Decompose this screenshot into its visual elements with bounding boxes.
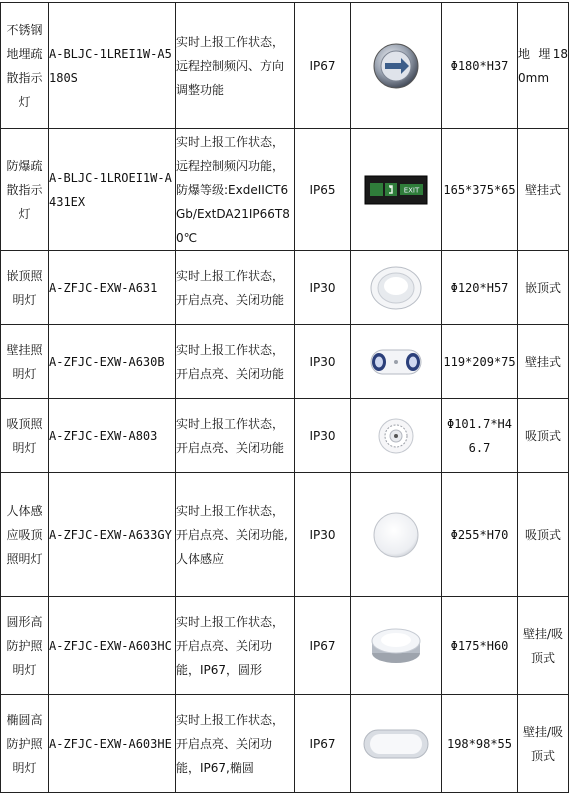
mounting-type: 壁挂式	[518, 129, 569, 251]
fixture-name: 人体感应吸顶照明灯	[1, 473, 49, 597]
svg-text:EXIT: EXIT	[403, 186, 420, 194]
ip-rating: IP30	[295, 473, 351, 597]
table-row	[1, 597, 569, 695]
dome-ceiling-light-icon	[372, 511, 420, 559]
product-image-cell	[351, 695, 442, 793]
table-row	[1, 695, 569, 793]
model-number: A-ZFJC-EXW-A631	[49, 251, 176, 325]
ceiling-spot-light-icon	[376, 416, 416, 456]
fixture-name: 吸顶照明灯	[1, 399, 49, 473]
function-description: 实时上报工作状态，开启点亮、关闭功能	[176, 251, 295, 325]
function-description: 实时上报工作状态，开启点亮、关闭功能，IP67，圆形	[176, 597, 295, 695]
function-description: 实时上报工作状态，远程控制频闪、方向调整功能	[176, 3, 295, 129]
dimensions: 119*209*75	[442, 325, 518, 399]
mounting-type: 吸顶式	[518, 399, 569, 473]
model-number: A-ZFJC-EXW-A603HC	[49, 597, 176, 695]
fixture-name: 不锈钢地埋疏散指示灯	[1, 3, 49, 129]
table-row	[1, 473, 569, 597]
mounting-type: 壁挂/吸顶式	[518, 597, 569, 695]
round-bulkhead-light-icon	[368, 623, 424, 669]
model-number: A-ZFJC-EXW-A630B	[49, 325, 176, 399]
dimensions: 198*98*55	[442, 695, 518, 793]
ip-rating: IP67	[295, 3, 351, 129]
product-image-cell	[351, 325, 442, 399]
fixture-name: 嵌顶照明灯	[1, 251, 49, 325]
mounting-type: 嵌顶式	[518, 251, 569, 325]
twin-head-wall-light-icon	[365, 344, 427, 380]
product-image-cell	[351, 597, 442, 695]
fixture-name: 防爆疏散指示灯	[1, 129, 49, 251]
ip-rating: IP30	[295, 251, 351, 325]
fixture-name: 圆形高防护照明灯	[1, 597, 49, 695]
function-description: 实时上报工作状态，开启点亮、关闭功能	[176, 325, 295, 399]
function-description: 实时上报工作状态，开启点亮、关闭功能	[176, 399, 295, 473]
function-description: 实时上报工作状态，远程控制频闪功能，防爆等级:ExdeIICT6Gb/ExtDA21IP66T80℃	[176, 129, 295, 251]
ip-rating: IP67	[295, 597, 351, 695]
product-image-cell	[351, 3, 442, 129]
model-number: A-BLJC-1LREI1W-A5180S	[49, 3, 176, 129]
product-image-cell	[351, 473, 442, 597]
product-image-cell	[351, 251, 442, 325]
dimensions: Φ101.7*H46.7	[442, 399, 518, 473]
dimensions: Φ255*H70	[442, 473, 518, 597]
table-row	[1, 129, 569, 251]
table-row	[1, 251, 569, 325]
dimensions: 165*375*65	[442, 129, 518, 251]
table-row	[1, 399, 569, 473]
dimensions: Φ175*H60	[442, 597, 518, 695]
dimensions: Φ120*H57	[442, 251, 518, 325]
model-number: A-ZFJC-EXW-A603HE	[49, 695, 176, 793]
model-number: A-ZFJC-EXW-A633GY	[49, 473, 176, 597]
oval-bulkhead-light-icon	[361, 724, 431, 764]
mounting-type: 吸顶式	[518, 473, 569, 597]
exit-sign-icon	[364, 175, 428, 205]
table-row	[1, 3, 569, 129]
ip-rating: IP67	[295, 695, 351, 793]
round-stainless-floor-indicator-icon	[371, 41, 421, 91]
ip-rating: IP65	[295, 129, 351, 251]
ip-rating: IP30	[295, 399, 351, 473]
product-image-cell	[351, 399, 442, 473]
table-row	[1, 325, 569, 399]
mounting-type: 壁挂/吸顶式	[518, 695, 569, 793]
lighting-spec-table	[0, 2, 569, 793]
model-number: A-ZFJC-EXW-A803	[49, 399, 176, 473]
recessed-downlight-icon	[368, 264, 424, 312]
mounting-type: 壁挂式	[518, 325, 569, 399]
product-image-cell	[351, 129, 442, 251]
dimensions: Φ180*H37	[442, 3, 518, 129]
mounting-type: 地 埋180mm	[518, 3, 569, 129]
model-number: A-BLJC-1LROEI1W-A431EX	[49, 129, 176, 251]
function-description: 实时上报工作状态，开启点亮、关闭功能,人体感应	[176, 473, 295, 597]
function-description: 实时上报工作状态，开启点亮、关闭功能，IP67,椭圆	[176, 695, 295, 793]
fixture-name: 壁挂照明灯	[1, 325, 49, 399]
fixture-name: 椭圆高防护照明灯	[1, 695, 49, 793]
ip-rating: IP30	[295, 325, 351, 399]
